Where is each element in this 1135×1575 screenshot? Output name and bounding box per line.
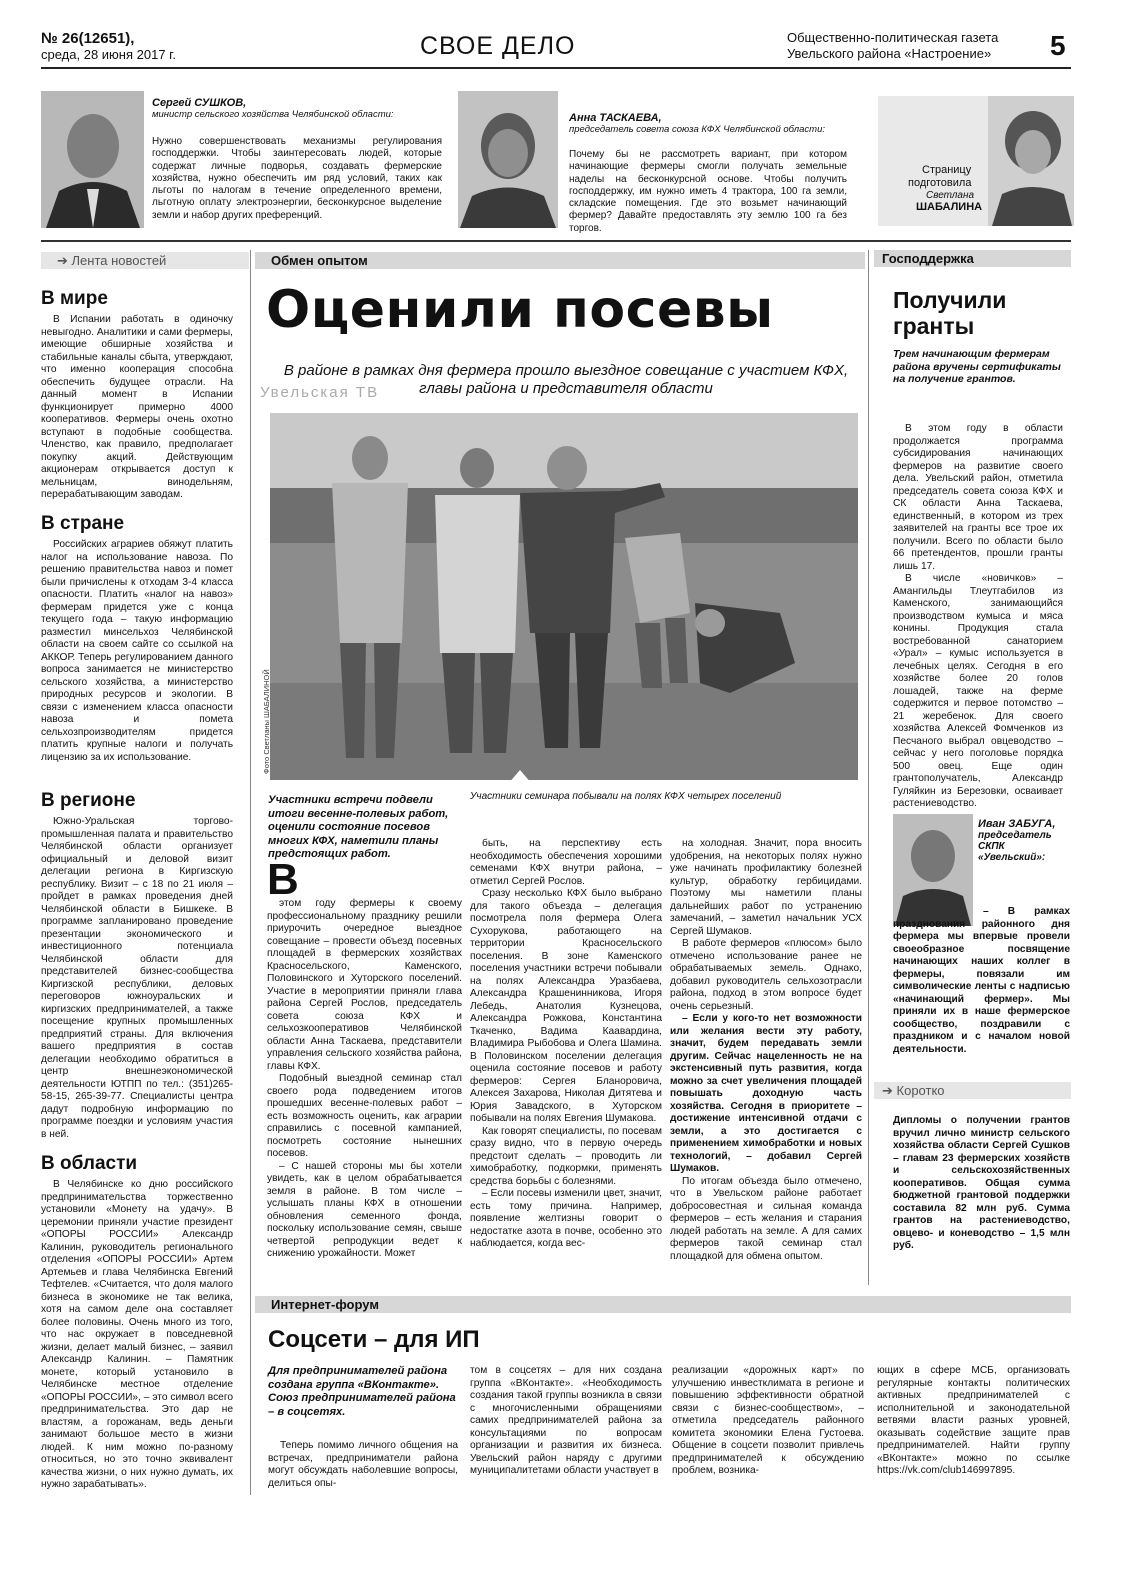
prepared-label-2: подготовила	[908, 177, 972, 189]
portrait-sushkov	[41, 91, 144, 228]
news-heading: В мире	[41, 288, 108, 309]
news-heading: В регионе	[41, 790, 136, 811]
main-photo	[270, 413, 858, 780]
page-number: 5	[1050, 30, 1066, 61]
rubric-exchange-label: Обмен опытом	[271, 253, 368, 268]
news-item-oblast	[41, 1153, 233, 1492]
news-item-region	[41, 790, 233, 1141]
grants-lead: Трем начинающим фермерам района вручены сертификаты на получение грантов.	[893, 348, 1061, 385]
rubric-arrow-icon: ➔	[882, 1083, 897, 1098]
masthead-rule	[41, 67, 1071, 69]
rubric-forum	[255, 1296, 1071, 1313]
paper-name-line1: Общественно-политическая газета	[787, 30, 999, 45]
column-rule	[250, 250, 251, 1495]
prepared-name-2: ШАБАЛИНА	[916, 201, 983, 213]
forum-col-3: реализации «дорожных карт» по улучшению инвестклимата в регионе и повышению эффективности обратной связи с бизнес-сообществом», – отметила председатель районного комитета экономики Елена Густоева. Общение в соцсети позволит привлечь предпринимателей к обсуждению проблем, возника-	[672, 1365, 864, 1476]
brief-text: Дипломы о получении грантов вручил лично министр сельского хозяйства области Сергей Сушков – главам 23 фермерских хозяйств и сельскохозяйственных кооперативов. Общая сумма бюджетной грантовой поддержки составила 82 млн руб. Сумма грантов на растениеводство, овцево- и коневодство – 1,5 млн руб.	[893, 1115, 1070, 1251]
article-col-1	[267, 855, 462, 1261]
rubric-support-label: Господдержка	[882, 251, 974, 266]
news-item-world	[41, 288, 233, 502]
headline-forum: Соцсети – для ИП	[268, 1326, 480, 1353]
subhead-main: В районе в рамках дня фермера прошло выездное совещание с участием КФХ, главы района и представителя области	[283, 362, 849, 397]
quote-author-role: председатель совета союза КФХ Челябинской области:	[569, 124, 826, 135]
forum-col-4: ющих в сфере МСБ, организовать регулярные контакты политических активных предпринимателей с исполнительной и законодательной ветвями власти разных уровней, оказывать содействие защите прав предпринимателей. Найти группу «ВКонтакте» можно по ссылке https://vk.com/club146997895.	[877, 1365, 1070, 1476]
ghost-rubric: Увельская ТВ	[260, 384, 380, 401]
rubric-support	[874, 250, 1071, 267]
forum-col-2: том в соцсетях – для них создана группа «ВКонтакте». «Необходимость создания такой группы возникла в связи с многочисленными обращениями самих предпринимателей района за консультациями по вопросам организации и развития их бизнеса. Увельский район наряду с другими муниципалитетами области участвует в	[470, 1365, 662, 1476]
quote-author: Сергей СУШКОВ,	[152, 97, 247, 109]
news-item-country	[41, 513, 233, 764]
quote-strip-rule	[41, 240, 1071, 242]
prepared-by	[878, 96, 1074, 226]
forum-col-1: Теперь помимо личного общения на встречах, предприниматели района могут обсуждать наболевшие вопросы, делиться опы-	[268, 1440, 458, 1489]
prepared-name-1: Светлана	[926, 190, 975, 201]
photo-caption: Участники семинара побывали на полях КФХ четырех поселений	[470, 791, 782, 802]
rubric-news-label: Лента новостей	[71, 253, 167, 268]
rubric-brief-label: Коротко	[896, 1083, 945, 1098]
news-text: В Челябинске ко дню российского предпринимательства торжественно установили «Монету на удачу». В церемонии приняли участие президент «ОПОРЫ РОССИИ» Александр Калинин, руководитель регионального отделения «ОПОРЫ РОССИИ» Артем Артемьев и глава Челябинска Евгений Тефтелев. «Считается, что доля малого бизнеса в экономике не так велика, хотя на самом деле она составляет более половины. Очень много из того, что нас окружает в повседневной жизни, делает малый бизнес, – заявил Александр Калинин. – Памятник монете, который установило в Челябинске местное отделение «ОПОРЫ РОССИИ», – это символ всего предпринимательства. Это дар не властям, а горожанам, ведь деньги занимают большое место в жизни людей. К ним можно по-разному относиться, но это точно эквивалент качества жизни, о них нужно думать, их нужно зарабатывать».	[41, 1179, 233, 1490]
photo-credit: Фото Светланы ШАБАЛИНОЙ	[262, 669, 271, 774]
paper-name-line2: Увельского района «Настроение»	[787, 46, 992, 61]
section-title: СВОЕ ДЕЛО	[420, 32, 576, 60]
rubric-arrow-icon: ➔	[57, 253, 72, 268]
rubric-brief	[874, 1082, 1071, 1099]
article-col-2: быть, на перспективу есть необходимость обеспечения хорошими семенами КФХ внутри района, – отметил Сергей Рослов. Сразу несколько КФХ было выбрано для такого объезда – делегация посмотрела поля фермера Олега Сухорукова, работающего на территории Красносельского поселения. В зоне Каменского поселения участники встречи побывали на полях Александра Уразбаева, Александра Крашенинникова, Игоря Лебедь, Анатолия Кузнецова, Александра Рожкова, Константина Ткаченко, Вадима Каавардина, Владимира Рыбобова и Олега Шамина. В Половинском поселении делегация оценила состояние посевов и работу фермеров: Сергея Бланоровича, Алексея Захарова, Николая Дитятева и Юрия Завадского, в Хуторском побывали на полях Евгения Шумакова. Как говорят специалисты, по посевам сразу видно, что в первую очередь предстоит сделать – проводить ли химобработку, подкормки, применять средства борьбы с болезнями. – Если посевы изменили цвет, значит, есть тому причина. Например, появление желтизны говорит о недостатке азота в почве, особенно это наблюдается, когда вес-	[470, 838, 662, 1249]
masthead	[0, 0, 1135, 70]
news-text: Российских аграриев обяжут платить налог на использование навоза. По решению правительства навоз и помет были причислены к отходам 3-4 класса опасности. Платить «налог на навоз» фермерам придется уже с конца текущего года – такую информацию разместил минсельхоз Челябинской области на своем сайте со ссылкой на АККОР. Теперь регулированием данного вопроса занимается не министерство сельского хозяйства, а министерство природных ресурсов и экологии. В связи с изменением класса опасности навоза и помета сельхозпроизводителям придется платить крупные налоги и получать лицензию за их использование.	[41, 539, 233, 763]
article-lead: Участники встречи подвели итоги весенне-полевых работ, оценили состояние посевов многих КФХ, наметили планы предстоящих работ.	[268, 794, 449, 861]
dropcap: В	[267, 855, 299, 904]
issue-date: среда, 28 июня 2017 г.	[41, 47, 176, 62]
headline-grants: Получили гранты	[893, 287, 1007, 339]
quote-zabuga-author	[978, 818, 1070, 863]
article-text: этом году фермеры к своему профессиональному празднику решили приурочить очередное выездное совещание – провести объезд посевных площадей в фермерских хозяйствах Красносельского, Каменского, Половинского и Хуторского поселений. Участие в мероприятии приняли глава района Сергей Рослов, председатель совета союза КФХ и сельхозкооперативов Челябинской области Анна Таскаева, представители управления сельского хозяйства района, главы КФХ. Подобный выездной семинар стал своего рода подведением итогов прошедших весенне-полевых работ – есть возможность оценить, как аграрии справились с посевной кампанией, посмотреть состояние нынешних посевов. – С нашей стороны мы бы хотели увидеть, как в целом обрабатывается земля в районе. В том числе – услышать планы КФХ в отношении обновления семенного фонда, поскольку использование семян, свыше четвертой репродукции ведет к снижению урожайности. Может	[267, 898, 462, 1259]
rubric-exchange	[255, 252, 865, 269]
news-text: В Испании работать в одиночку невыгодно. Аналитики и сами фермеры, имеющие обширные хозяйства и стабильные каналы сбыта, утверждают, что именно кооперация способна обеспечить будущее отрасли. На данный момент в Испании функционирует примерно 4000 кооперативов. Фермеры очень охотно вступают в подобные сообщества. Членство, как правило, предполагает покупку акций. Действующим акционерам открывается доступ к мельницам, винодельням, перерабатывающим заводам.	[41, 314, 233, 500]
news-text: Южно-Уральская торгово-промышленная палата и правительство Челябинской области организует официальный и деловой визит делегации региона в Киргизскую республику. Визит – с 18 по 21 июля – пройдет в рамках проведения дней Челябинской области в Бишкеке. В программе запланировано проведение презентации экономического и инвестиционного потенциала Челябинской области для представителей бизнес-сообщества Киргизской республики, деловых переговоров южноуральских и киргизских предпринимателей, а также посещение крупных промышленных предприятий страны. Для включения вашего предприятия в состав делегации необходимо обратиться в центр внешнеэкономической деятельности ЮТПП по тел.: (351)265-58-15, 265-39-77. Специалисты центра дадут подробную информацию по программе поездки и условиям участия в ней.	[41, 816, 233, 1140]
quote-text: Почему бы не рассмотреть вариант, при котором начинающие фермеры смогли получать земельные наделы на бесконкурсной основе. Чтобы получить господдержку, им нужно иметь 4 трактора, 100 га земли, складские помещения. Где это возьмет начинающий фермер? Давайте предоставлять эту землю 100 га без торгов.	[569, 149, 847, 234]
quote-author: Анна ТАСКАЕВА,	[569, 112, 662, 124]
headline-main: Оценили посевы	[266, 280, 774, 340]
portrait-taskaeva	[458, 91, 558, 228]
quote-author-role: председатель СКПК «Увельский»:	[978, 830, 1052, 863]
issue-number: № 26(12651),	[41, 30, 135, 47]
rubric-forum-label: Интернет-форум	[271, 1297, 379, 1312]
prepared-label-1: Страницу	[922, 164, 972, 176]
grants-text: В этом году в области продолжается программа субсидирования начинающих фермеров на развитие своего дела. Увельский район, отметила председатель совета союза КФХ и СК области Анна Таскаева, единственный, в котором из трех заявителей на гранты все трое их получили. Всего по области было 66 претендентов, прошли гранты лишь 17. В числе «новичков» – Амангильды Тлеутгабилов из Каменского, занимающийся производством кумыса и мяса конины. Продукция стала востребованной санаторием «Урал» – кумыс используется в лечебных целях. Сегодня в его хозяйстве более 20 голов лошадей, также на ферме содержится и первое потомство – 21 жеребенок. Для своего хозяйства Алексей Фомченков из Песчаного выбрал овцеводство – сейчас у него поголовье порядка 500 овец. Еще один грантополучатель, Александр Гуляйкин из Березовки, осваивает растениеводство.	[893, 423, 1063, 809]
quote-taskaeva	[569, 112, 847, 235]
quote-author-role: министр сельского хозяйства Челябинской области:	[152, 109, 394, 120]
quote-author: Иван ЗАБУГА,	[978, 818, 1056, 830]
column-rule	[868, 250, 869, 1285]
quote-sushkov	[152, 97, 442, 222]
caption-pointer-icon	[508, 770, 532, 784]
quote-zabuga-text: – В рамках празднования районного дня фермера мы впервые провели своеобразное посвящение начинающих наших коллег в фермеры, повязали им символические ленты с надписью «начинающий фермер». Мы приняли их в наше фермерское сообщество, поздравили с праздником и с началом новой деятельности.	[893, 906, 1070, 1055]
quote-text: Нужно совершенствовать механизмы регулирования господдержки. Чтобы заинтересовать людей, которые содержат личные подворья, создавать фермерские хозяйства, нужно обеспечить им ряд условий, таких как льготы по налогам в течение определенного времени, льготную оплату электроэнергии, бесконкурсное выделение земли и набор других преференций.	[152, 136, 442, 221]
rubric-news	[41, 252, 249, 269]
news-heading: В области	[41, 1153, 138, 1174]
portrait-shabalina	[988, 96, 1074, 226]
article-col-3: на холодная. Значит, пора вносить удобрения, на некоторых полях нужно уже начинать профилактику болезней культур, обработку гербицидами. Поэтому мы наметили планы дальнейших работ по устранению замечаний, – заметил начальник УСХ Сергей Шумаков. В работе фермеров «плюсом» было отмечено использование ранее не обрабатываемых земель. Однако, добавил руководитель сельхозотрасли района, подход в этом вопросе будет очень серьезный. – Если у кого-то нет возможности или желания вести эту работу, значит, будем передавать земли другим. Сейчас нацеленность не на экстенсивный путь развития, когда можно за счет увеличения площадей повышать доходную часть хозяйства. Сегодня в приоритете – достижение интенсивной отдачи с земли, а это достигается с применением химобработки и новых технологий, – добавил Сергей Шумаков. По итогам объезда было отмечено, что в Увельском районе работает добросовестная и сильная команда фермеров – есть желания и старания людей работать на земле. А для самих фермеров такой семинар стал площадкой для обмена опытом.	[670, 838, 862, 1262]
news-heading: В стране	[41, 513, 125, 534]
forum-lead: Для предпринимателей района создана группа «ВКонтакте». Союз предпринимателей района – в соцсетях.	[268, 1365, 456, 1418]
